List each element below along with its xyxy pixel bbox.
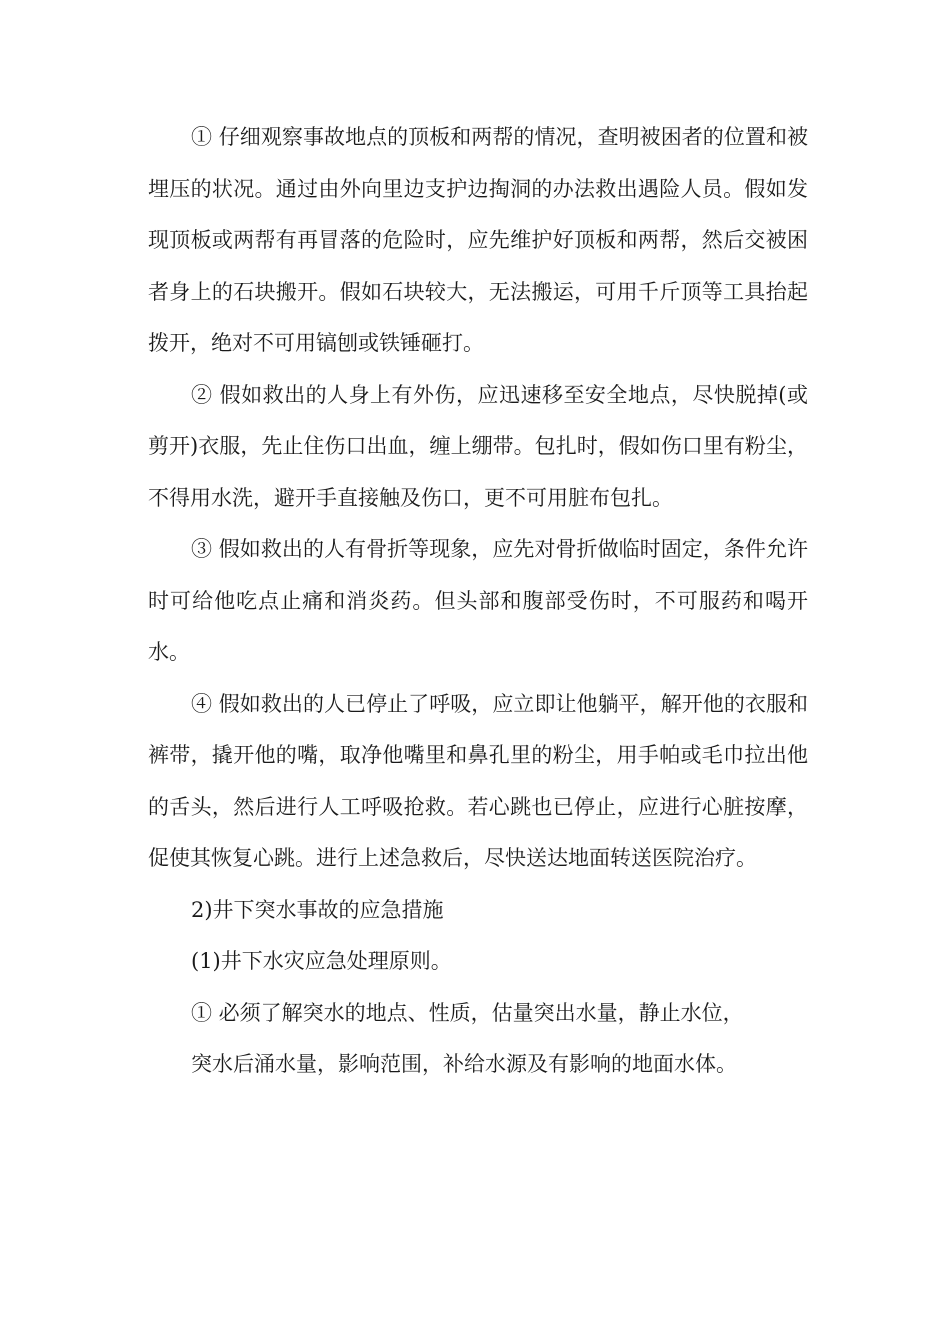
paragraph-rescue-step-1: ① 仔细观察事故地点的顶板和两帮的情况，查明被困者的位置和被埋压的状况。通过由外向里边支护边掏洞的办法救出遇险人员。假如发现顶板或两帮有再冒落的危险时，应先维护好顶板和两帮，然后交被困者身上的石块搬开。假如石块较大，无法搬运，可用千斤顶等工具抬起拨开，绝对不可用镐刨或铁锤砸打。 <box>148 125 808 355</box>
paragraph-water-step-1: ① 必须了解突水的地点、性质，估量突出水量，静止水位， <box>191 1000 744 1025</box>
paragraph-rescue-step-2: ② 假如救出的人身上有外伤，应迅速移至安全地点，尽快脱掉(或剪开)衣服，先止住伤口出血，缠上绷带。包扎时，假如伤口里有粉尘，不得用水洗，避开手直接触及伤口，更不可用脏布包扎。 <box>148 382 808 510</box>
document-body <box>148 112 808 1091</box>
paragraph-rescue-step-4: ④ 假如救出的人已停止了呼吸，应立即让他躺平，解开他的衣服和裤带，撬开他的嘴，取净他嘴里和鼻孔里的粉尘，用手帕或毛巾拉出他的舌头，然后进行人工呼吸抢救。若心跳也已停止，应进行心脏按摩，促使其恢复心跳。进行上述急救后，尽快送达地面转送医院治疗。 <box>148 691 808 870</box>
paragraph-rescue-step-3: ③ 假如救出的人有骨折等现象，应先对骨折做临时固定，条件允许时可给他吃点止痛和消炎药。但头部和腹部受伤时，不可服药和喝开水。 <box>148 537 808 664</box>
paragraph-water-step-1-continued: 突水后涌水量，影响范围，补给水源及有影响的地面水体。 <box>191 1052 737 1076</box>
section-heading-water-inrush: 2)井下突水事故的应急措施 <box>191 897 444 922</box>
subsection-heading-water-principles: (1)井下水灾应急处理原则。 <box>191 949 452 973</box>
